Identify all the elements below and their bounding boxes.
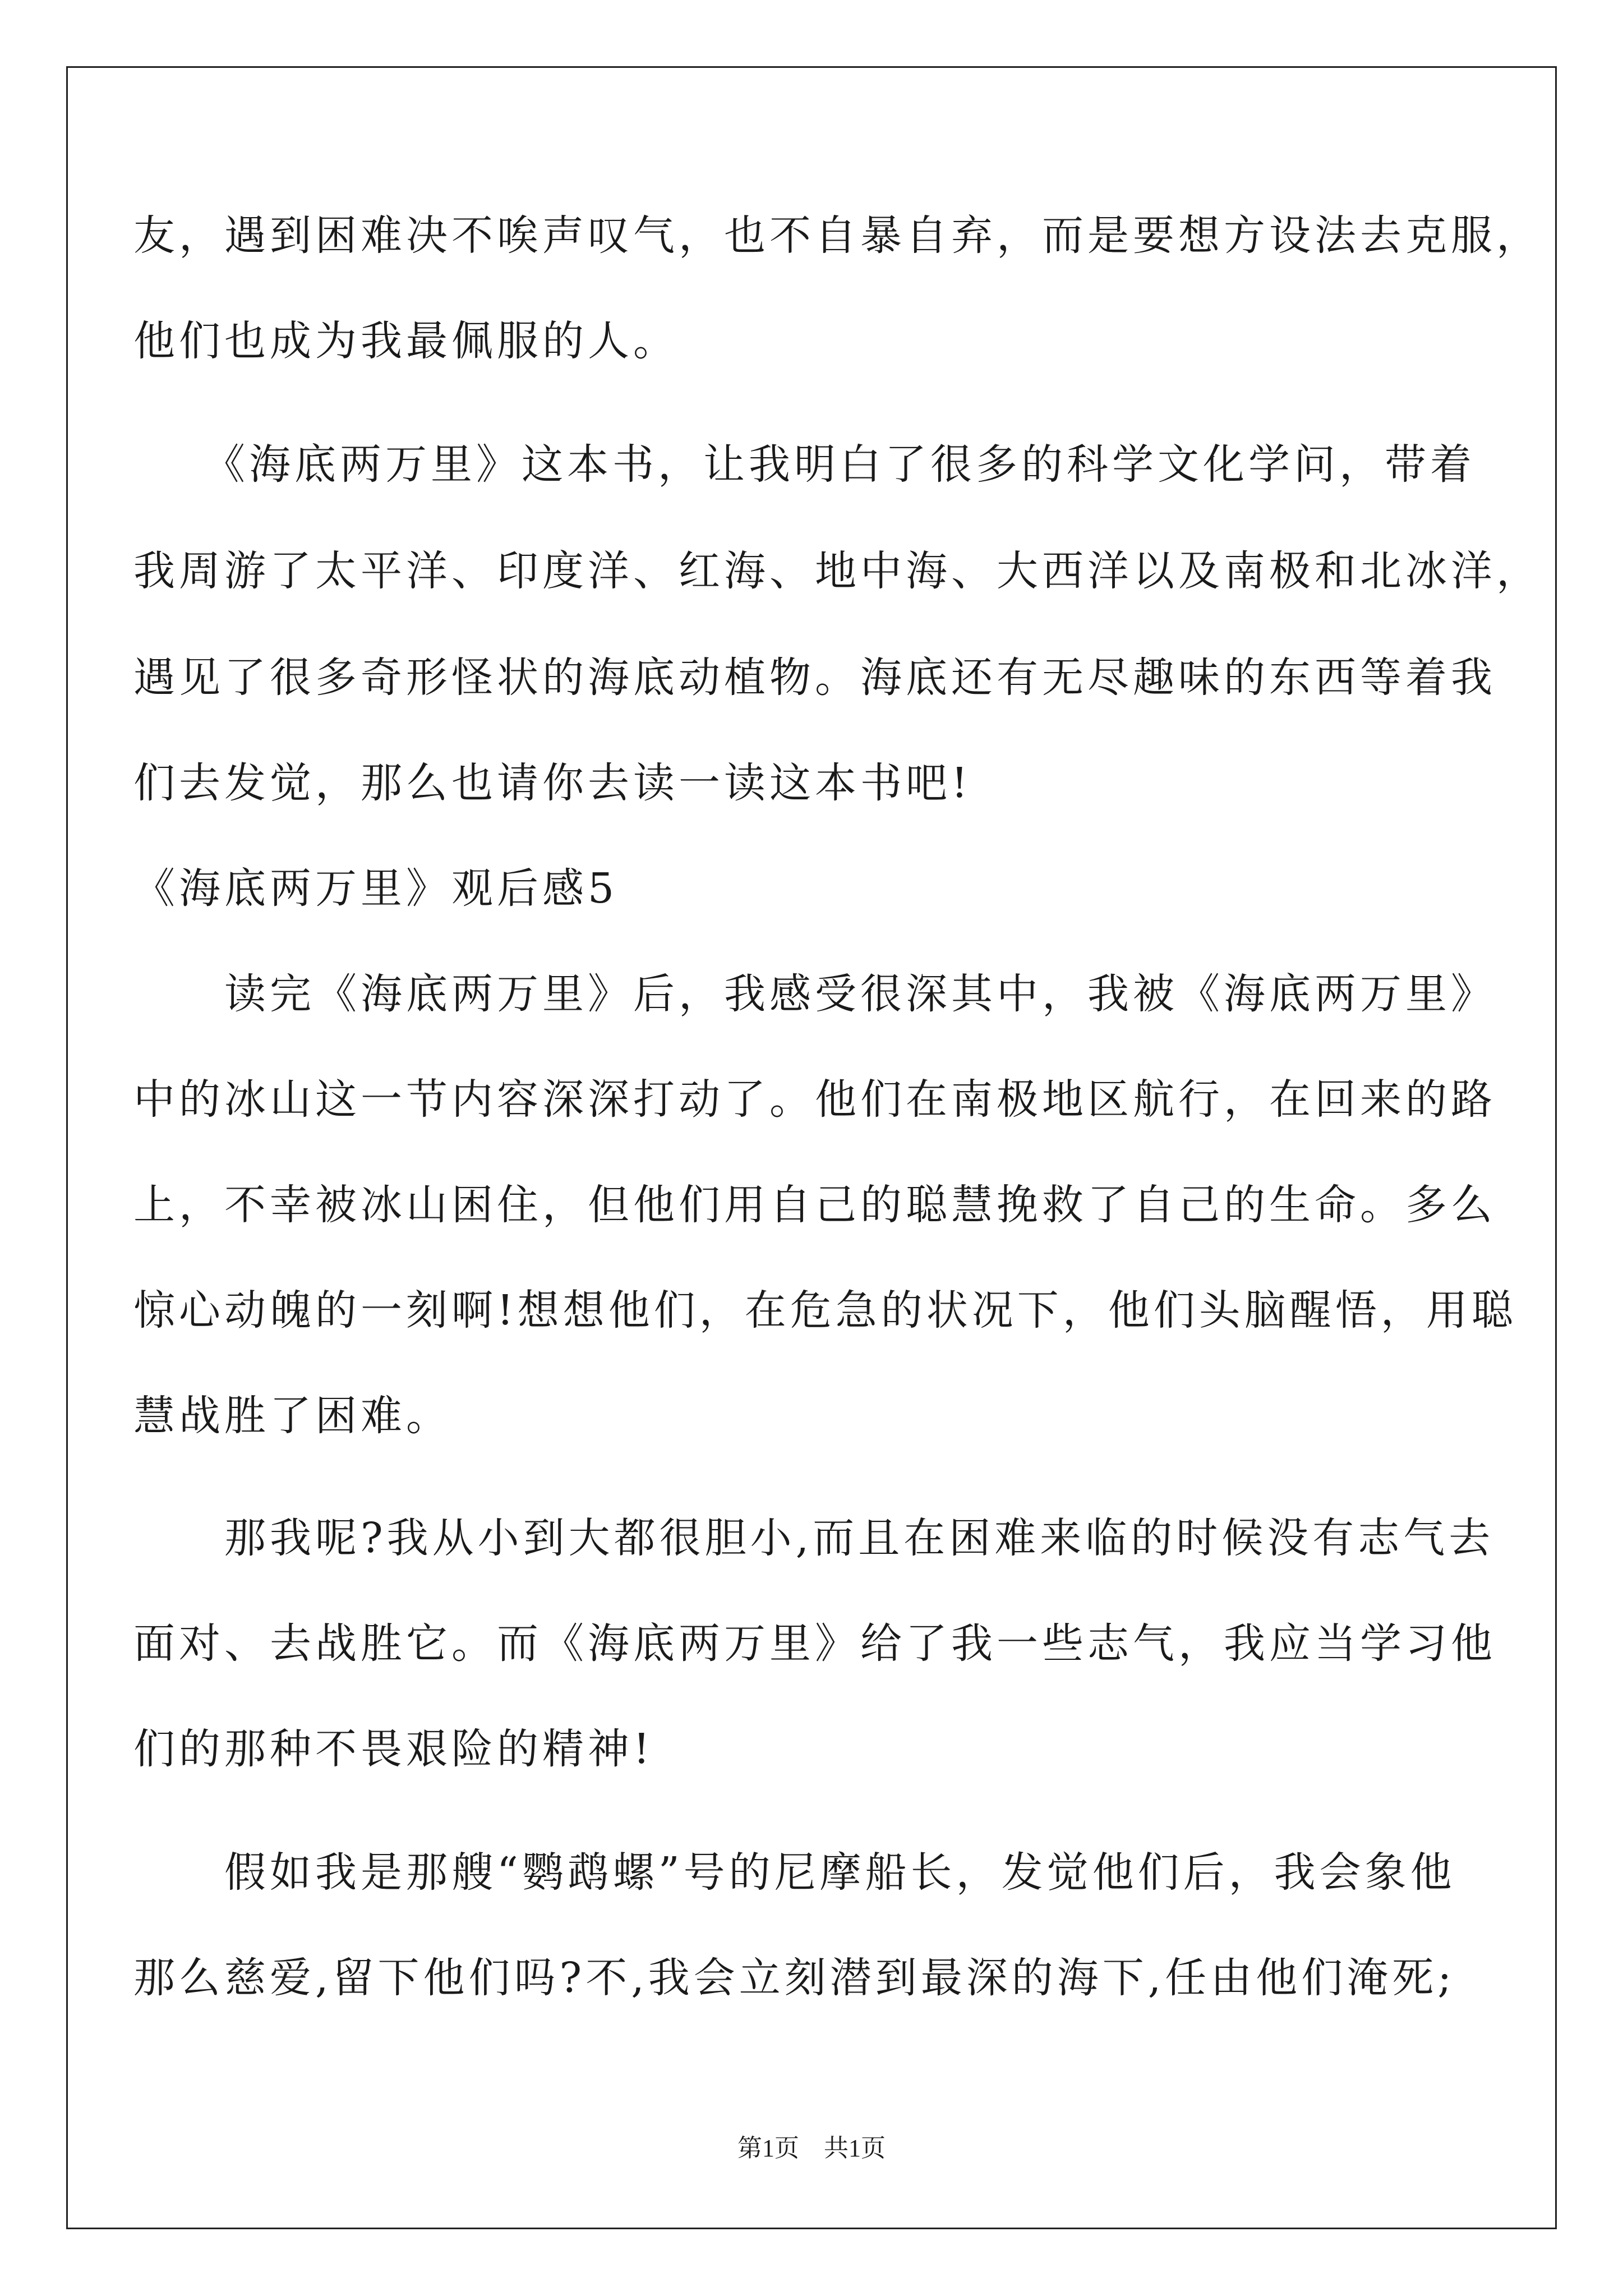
text-line: 惊心动魄的一刻啊!想想他们，在危急的状况下，他们头脑醒悟，用聪 (133, 1286, 1517, 1335)
section-heading: 《海底两万里》观后感5 (133, 864, 619, 913)
text-line: 读完《海底两万里》后，我感受很深其中，我被《海底两万里》 (133, 970, 1496, 1018)
text-line: 他们也成为我最佩服的人。 (133, 317, 679, 365)
text-line: 我周游了太平洋、印度洋、红海、地中海、大西洋以及南极和北冰洋， (133, 547, 1542, 595)
text-line: 友，遇到困难决不唉声叹气，也不自暴自弃，而是要想方设法去克服， (133, 211, 1542, 260)
text-line: 《海底两万里》这本书，让我明白了很多的科学文化学问，带着 (133, 440, 1476, 489)
text-line: 那我呢?我从小到大都很胆小,而且在困难来临的时候没有志气去 (133, 1514, 1495, 1562)
text-line: 假如我是那艘“鹦鹉螺”号的尼摩船长，发觉他们后，我会象他 (133, 1848, 1456, 1897)
text-line: 们去发觉，那么也请你去读一读这本书吧! (133, 759, 972, 807)
text-line: 中的冰山这一节内容深深打动了。他们在南极地区航行，在回来的路 (133, 1075, 1496, 1124)
text-line: 那么慈爱,留下他们吗?不,我会立刻潜到最深的海下,任由他们淹死; (133, 1954, 1456, 2002)
page-number: 第1页 共1页 (737, 2134, 886, 2162)
text-line: 慧战胜了困难。 (133, 1392, 451, 1440)
page-border (66, 66, 1557, 2229)
text-line: 遇见了很多奇形怪状的海底动植物。海底还有无尽趣味的东西等着我 (133, 654, 1496, 702)
text-line: 们的那种不畏艰险的精神! (133, 1725, 654, 1773)
text-line: 面对、去战胜它。而《海底两万里》给了我一些志气，我应当学习他 (133, 1619, 1496, 1668)
text-line: 上，不幸被冰山困住，但他们用自己的聪慧挽救了自己的生命。多么 (133, 1181, 1496, 1229)
